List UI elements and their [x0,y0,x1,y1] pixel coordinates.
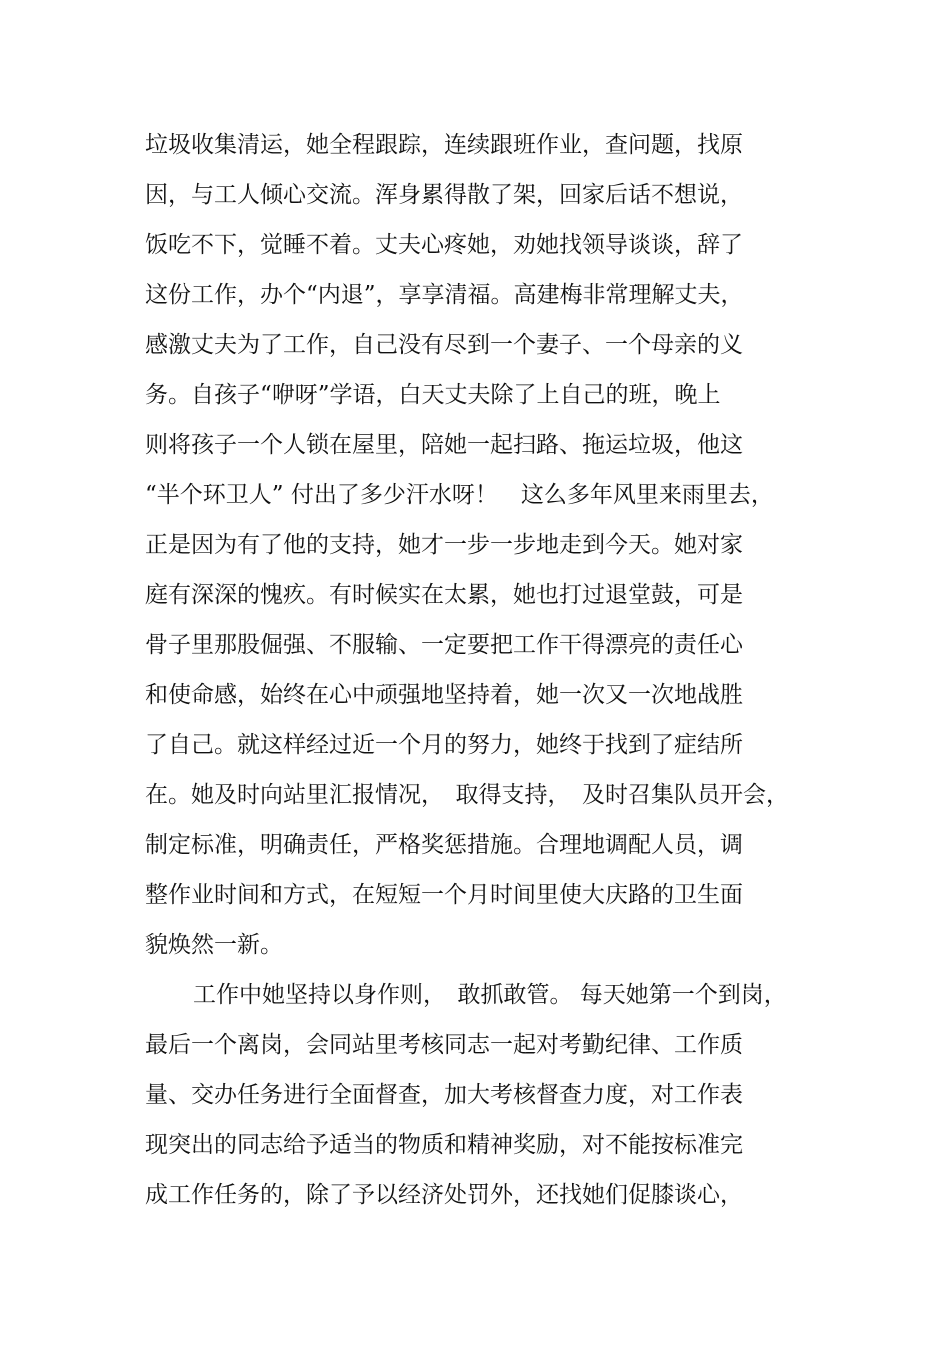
text-line-18: 工作中她坚持以身作则， 敢抓敢管。 每天她第一个到岗， [193,982,787,1008]
text-line-2: 因，与工人倾心交流。浑身累得散了架，回家后话不想说， [145,182,743,208]
text-line-11: 骨子里那股倔强、不服输、一定要把工作干得漂亮的责任心 [145,632,743,658]
text-line-6: 务。自孩子“咿呀”学语，白天丈夫除了上自己的班，晚上 [145,382,721,408]
text-line-15: 制定标准，明确责任，严格奖惩措施。合理地调配人员，调 [145,832,743,858]
text-line-19: 最后一个离岗，会同站里考核同志一起对考勤纪律、工作质 [145,1032,743,1058]
text-line-16: 整作业时间和方式，在短短一个月时间里使大庆路的卫生面 [145,882,743,908]
text-line-17: 貌焕然一新。 [145,932,283,958]
text-line-21: 现突出的同志给予适当的物质和精神奖励，对不能按标准完 [145,1132,743,1158]
text-line-20: 量、交办任务进行全面督查，加大考核督查力度，对工作表 [145,1082,743,1108]
text-line-22: 成工作任务的，除了予以经济处罚外，还找她们促膝谈心， [145,1182,743,1208]
text-line-7: 则将孩子一个人锁在屋里，陪她一起扫路、拖运垃圾，他这 [145,432,743,458]
text-line-13: 了自己。就这样经过近一个月的努力，她终于找到了症结所 [145,732,743,758]
text-line-1: 垃圾收集清运，她全程跟踪，连续跟班作业，查问题，找原 [145,132,743,158]
text-line-3: 饭吃不下，觉睡不着。丈夫心疼她，劝她找领导谈谈，辞了 [145,232,743,258]
text-line-5: 感激丈夫为了工作，自己没有尽到一个妻子、一个母亲的义 [145,332,743,358]
body-text [145,120,805,1220]
text-line-10: 庭有深深的愧疚。有时候实在太累，她也打过退堂鼓，可是 [145,582,743,608]
text-line-14: 在。她及时向站里汇报情况， 取得支持， 及时召集队员开会， [145,782,789,808]
text-line-12: 和使命感，始终在心中顽强地坚持着，她一次又一次地战胜 [145,682,743,708]
text-line-8: “半个环卫人” 付出了多少汗水呀！ 这么多年风里来雨里去， [145,482,774,508]
text-line-9: 正是因为有了他的支持，她才一步一步地走到今天。她对家 [145,532,743,558]
text-line-4: 这份工作，办个“内退”，享享清福。高建梅非常理解丈夫， [145,282,744,308]
